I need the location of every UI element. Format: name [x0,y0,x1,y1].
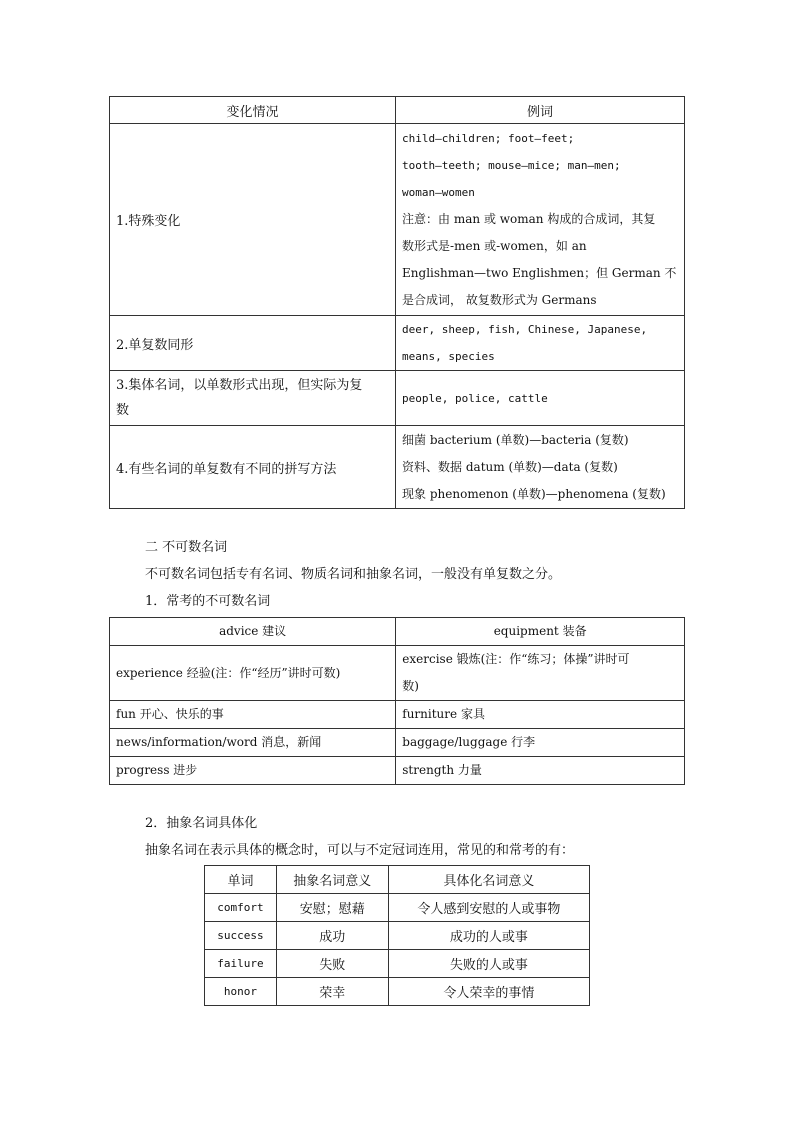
table-header: 单词 [205,866,277,894]
table-row [110,701,685,729]
table-cell: furniture 家具 [396,701,685,729]
table-row [110,618,685,646]
abstract-meaning-cell: 荣幸 [276,978,388,1006]
word-cell: failure [205,950,277,978]
table-row [205,894,590,922]
concrete-meaning-cell: 令人荣幸的事情 [388,978,589,1006]
example-cell: 细菌 bacterium (单数)—bacteria (复数) 资料、数据 datum (单数)—data (复数) 现象 phenomenon (单数)—phenomena (复数) [396,426,685,509]
abstract-meaning-cell: 成功 [276,922,388,950]
abstract-nouns-table [204,865,590,1006]
row-label: 1.特殊变化 [110,124,396,316]
section-heading: 二 不可数名词 [145,540,228,555]
table-row [205,950,590,978]
concrete-meaning-cell: 失败的人或事 [388,950,589,978]
table-row [110,646,685,701]
plural-changes-table [109,96,685,509]
table-cell: advice 建议 [110,618,396,646]
table-cell: baggage/luggage 行李 [396,729,685,757]
table-row [110,729,685,757]
table-row [205,978,590,1006]
table-cell: experience 经验(注：作“经历”讲时可数) [110,646,396,701]
table-cell: exercise 锻炼(注：作“练习；体操”讲时可 数) [396,646,685,701]
table-cell: progress 进步 [110,757,396,785]
example-cell: child—children; foot—feet; tooth—teeth; mouse—mice; man—men; woman—women 注意：由 man 或 woman 构成的合成词，其复 数形式是-men 或-women，如 an Englishman—two Englishmen；但 German 不 是合成词， 故复数形式为 Germans [396,124,685,316]
table-row [110,757,685,785]
uncountable-nouns-table [109,617,685,785]
word-cell: honor [205,978,277,1006]
section-intro: 不可数名词包括专有名词、物质名词和抽象名词，一般没有单复数之分。 [145,567,562,582]
table-row [205,922,590,950]
abstract-meaning-cell: 失败 [276,950,388,978]
word-cell: comfort [205,894,277,922]
table-cell: equipment 装备 [396,618,685,646]
row-label: 3.集体名词，以单数形式出现，但实际为复 数 [110,371,396,426]
table-cell: fun 开心、快乐的事 [110,701,396,729]
example-cell: deer, sheep, fish, Chinese, Japanese, means, species [396,316,685,371]
table-header: 例词 [396,97,685,124]
table-cell: news/information/word 消息，新闻 [110,729,396,757]
table-row [110,426,685,509]
table-row [110,371,685,426]
word-cell: success [205,922,277,950]
table-cell: strength 力量 [396,757,685,785]
row-label: 2.单复数同形 [110,316,396,371]
subsection-heading: 2．抽象名词具体化 [145,816,258,831]
table-row [110,316,685,371]
table-header: 具体化名词意义 [388,866,589,894]
example-cell: people, police, cattle [396,371,685,426]
abstract-meaning-cell: 安慰；慰藉 [276,894,388,922]
subsection-heading: 1．常考的不可数名词 [145,594,271,609]
concrete-meaning-cell: 令人感到安慰的人或事物 [388,894,589,922]
section-intro: 抽象名词在表示具体的概念时，可以与不定冠词连用，常见的和常考的有： [145,843,575,858]
row-label: 4.有些名词的单复数有不同的拼写方法 [110,426,396,509]
table-header: 变化情况 [110,97,396,124]
table-header: 抽象名词意义 [276,866,388,894]
concrete-meaning-cell: 成功的人或事 [388,922,589,950]
table-row [110,124,685,316]
